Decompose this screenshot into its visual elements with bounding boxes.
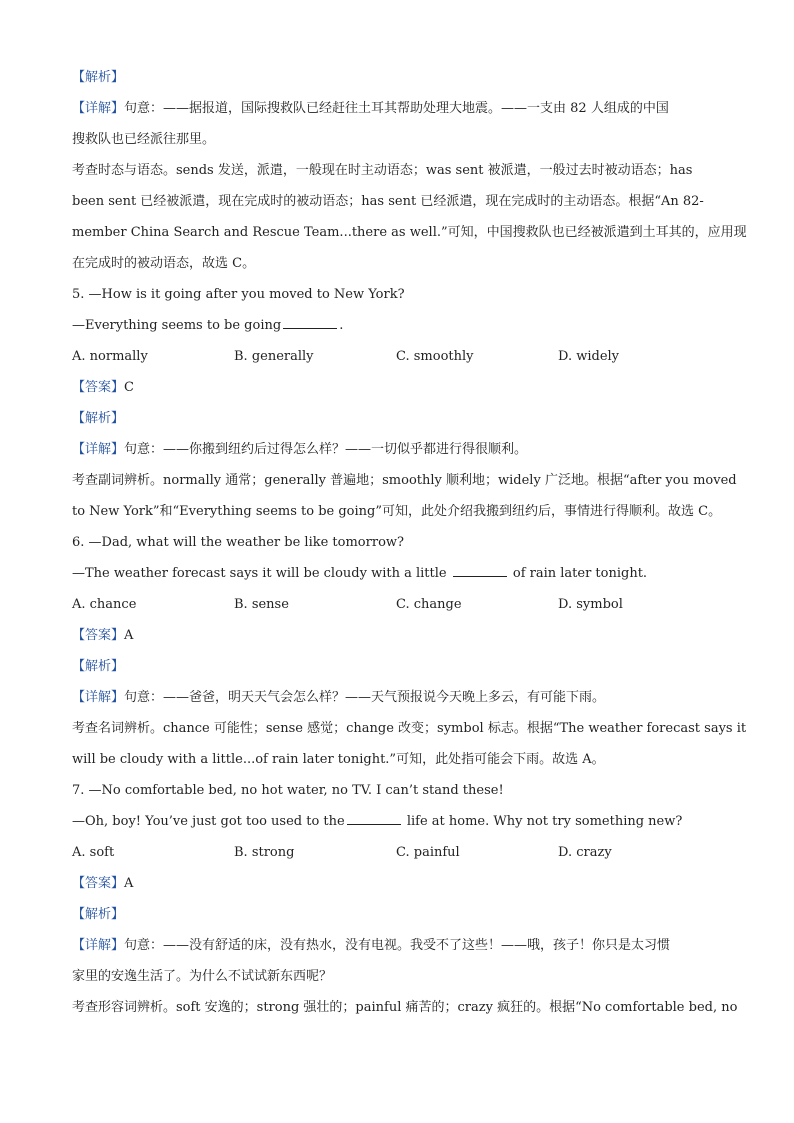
option-item: B. strong: [234, 845, 295, 860]
document-page: [72, 62, 747, 1023]
detail-label: 【详解】: [72, 938, 125, 953]
answer-line: [72, 620, 722, 651]
detail-line: [72, 930, 722, 961]
option-item: B. generally: [234, 349, 314, 364]
section-heading: [72, 899, 722, 930]
line-text: 考查副词辨析。normally 通常；generally 普遍地；smoothly 顺利地；widely 广泛地。根据“after you moved: [72, 473, 737, 488]
answer-options: [72, 837, 722, 868]
text-line: [72, 775, 722, 806]
text-line: [72, 310, 722, 341]
answer-options: [72, 589, 722, 620]
line-tail: .: [339, 318, 344, 333]
answer-text: A: [124, 876, 134, 891]
line-text: —The weather forecast says it will be cloudy with a little: [72, 566, 451, 581]
detail-label: 【详解】: [72, 101, 125, 116]
line-text: —Everything seems to be going: [72, 318, 282, 333]
text-line: [72, 961, 722, 992]
detail-line: [72, 682, 722, 713]
text-line: [72, 186, 722, 217]
heading-label: 【解析】: [72, 70, 125, 85]
detail-label: 【详解】: [72, 690, 125, 705]
detail-line: [72, 93, 722, 124]
option-item: C. painful: [396, 845, 460, 860]
section-heading: [72, 403, 722, 434]
heading-label: 【解析】: [72, 411, 125, 426]
answer-line: [72, 868, 722, 899]
line-text: 考查名词辨析。chance 可能性；sense 感觉；change 改变；symbol 标志。根据“The weather forecast says it: [72, 721, 747, 736]
text-line: [72, 279, 722, 310]
heading-label: 【解析】: [72, 907, 125, 922]
text-line: [72, 155, 722, 186]
option-item: A. normally: [72, 349, 148, 364]
answer-options: [72, 341, 722, 372]
text-line: [72, 558, 722, 589]
detail-text: 句意：——没有舒适的床，没有热水，没有电视。我受不了这些！——哦，孩子！你只是太习惯: [124, 938, 671, 953]
detail-text: 句意：——爸爸，明天天气会怎么样？——天气预报说今天晚上多云，有可能下雨。: [124, 690, 606, 705]
option-item: D. symbol: [558, 597, 623, 612]
option-item: A. chance: [72, 597, 137, 612]
option-item: A. soft: [72, 845, 115, 860]
option-item: C. smoothly: [396, 349, 474, 364]
line-text: will be cloudy with a little...of rain later tonight.”可知，此处指可能会下雨。故选 A。: [72, 752, 605, 767]
answer-text: C: [124, 380, 134, 395]
line-text: 考查时态与语态。sends 发送，派遣，一般现在时主动语态；was sent 被派遣，一般过去时被动语态；has: [72, 163, 693, 178]
line-text: 6. —Dad, what will the weather be like tomorrow?: [72, 535, 404, 550]
line-text: 考查形容词辨析。soft 安逸的；strong 强壮的；painful 痛苦的；crazy 疯狂的。根据“No comfortable bed, no: [72, 1000, 738, 1015]
line-text: 搜救队也已经派往那里。: [72, 132, 216, 147]
line-tail: life at home. Why not try something new?: [402, 814, 683, 829]
text-line: [72, 124, 722, 155]
answer-line: [72, 372, 722, 403]
heading-label: 【解析】: [72, 659, 125, 674]
text-line: [72, 217, 747, 248]
line-text: been sent 已经被派遣，现在完成时的被动语态；has sent 已经派遣，现在完成时的主动语态。根据“An 82-: [72, 194, 704, 209]
line-text: 7. —No comfortable bed, no hot water, no TV. I can’t stand these!: [72, 783, 504, 798]
fill-blank: [453, 564, 507, 577]
fill-blank: [283, 316, 337, 329]
line-tail: of rain later tonight.: [508, 566, 648, 581]
section-heading: [72, 62, 722, 93]
text-line: [72, 465, 737, 496]
text-line: [72, 496, 722, 527]
detail-text: 句意：——据报道，国际搜救队已经赶往土耳其帮助处理大地震。——一支由 82 人组成的中国: [124, 101, 669, 116]
option-item: C. change: [396, 597, 462, 612]
answer-label: 【答案】: [72, 628, 125, 643]
text-line: [72, 527, 722, 558]
text-line: [72, 992, 738, 1023]
detail-text: 句意：——你搬到纽约后过得怎么样？——一切似乎都进行得很顺利。: [124, 442, 528, 457]
text-line: [72, 248, 722, 279]
line-text: 家里的安逸生活了。为什么不试试新东西呢？: [72, 969, 333, 984]
text-line: [72, 744, 722, 775]
fill-blank: [347, 812, 401, 825]
line-text: member China Search and Rescue Team...there as well.”可知，中国搜救队也已经被派遣到土耳其的，应用现: [72, 225, 747, 240]
answer-label: 【答案】: [72, 380, 125, 395]
text-line: [72, 806, 722, 837]
line-text: 5. —How is it going after you moved to New York?: [72, 287, 405, 302]
option-item: D. widely: [558, 349, 620, 364]
line-text: to New York”和“Everything seems to be going”可知，此处介绍我搬到纽约后，事情进行得顺利。故选 C。: [72, 504, 722, 519]
detail-label: 【详解】: [72, 442, 125, 457]
line-text: —Oh, boy! You’ve just got too used to the: [72, 814, 345, 829]
option-item: B. sense: [234, 597, 289, 612]
answer-label: 【答案】: [72, 876, 125, 891]
line-text: 在完成时的被动语态，故选 C。: [72, 256, 256, 271]
option-item: D. crazy: [558, 845, 612, 860]
answer-text: A: [124, 628, 134, 643]
section-heading: [72, 651, 722, 682]
text-line: [72, 713, 747, 744]
detail-line: [72, 434, 722, 465]
